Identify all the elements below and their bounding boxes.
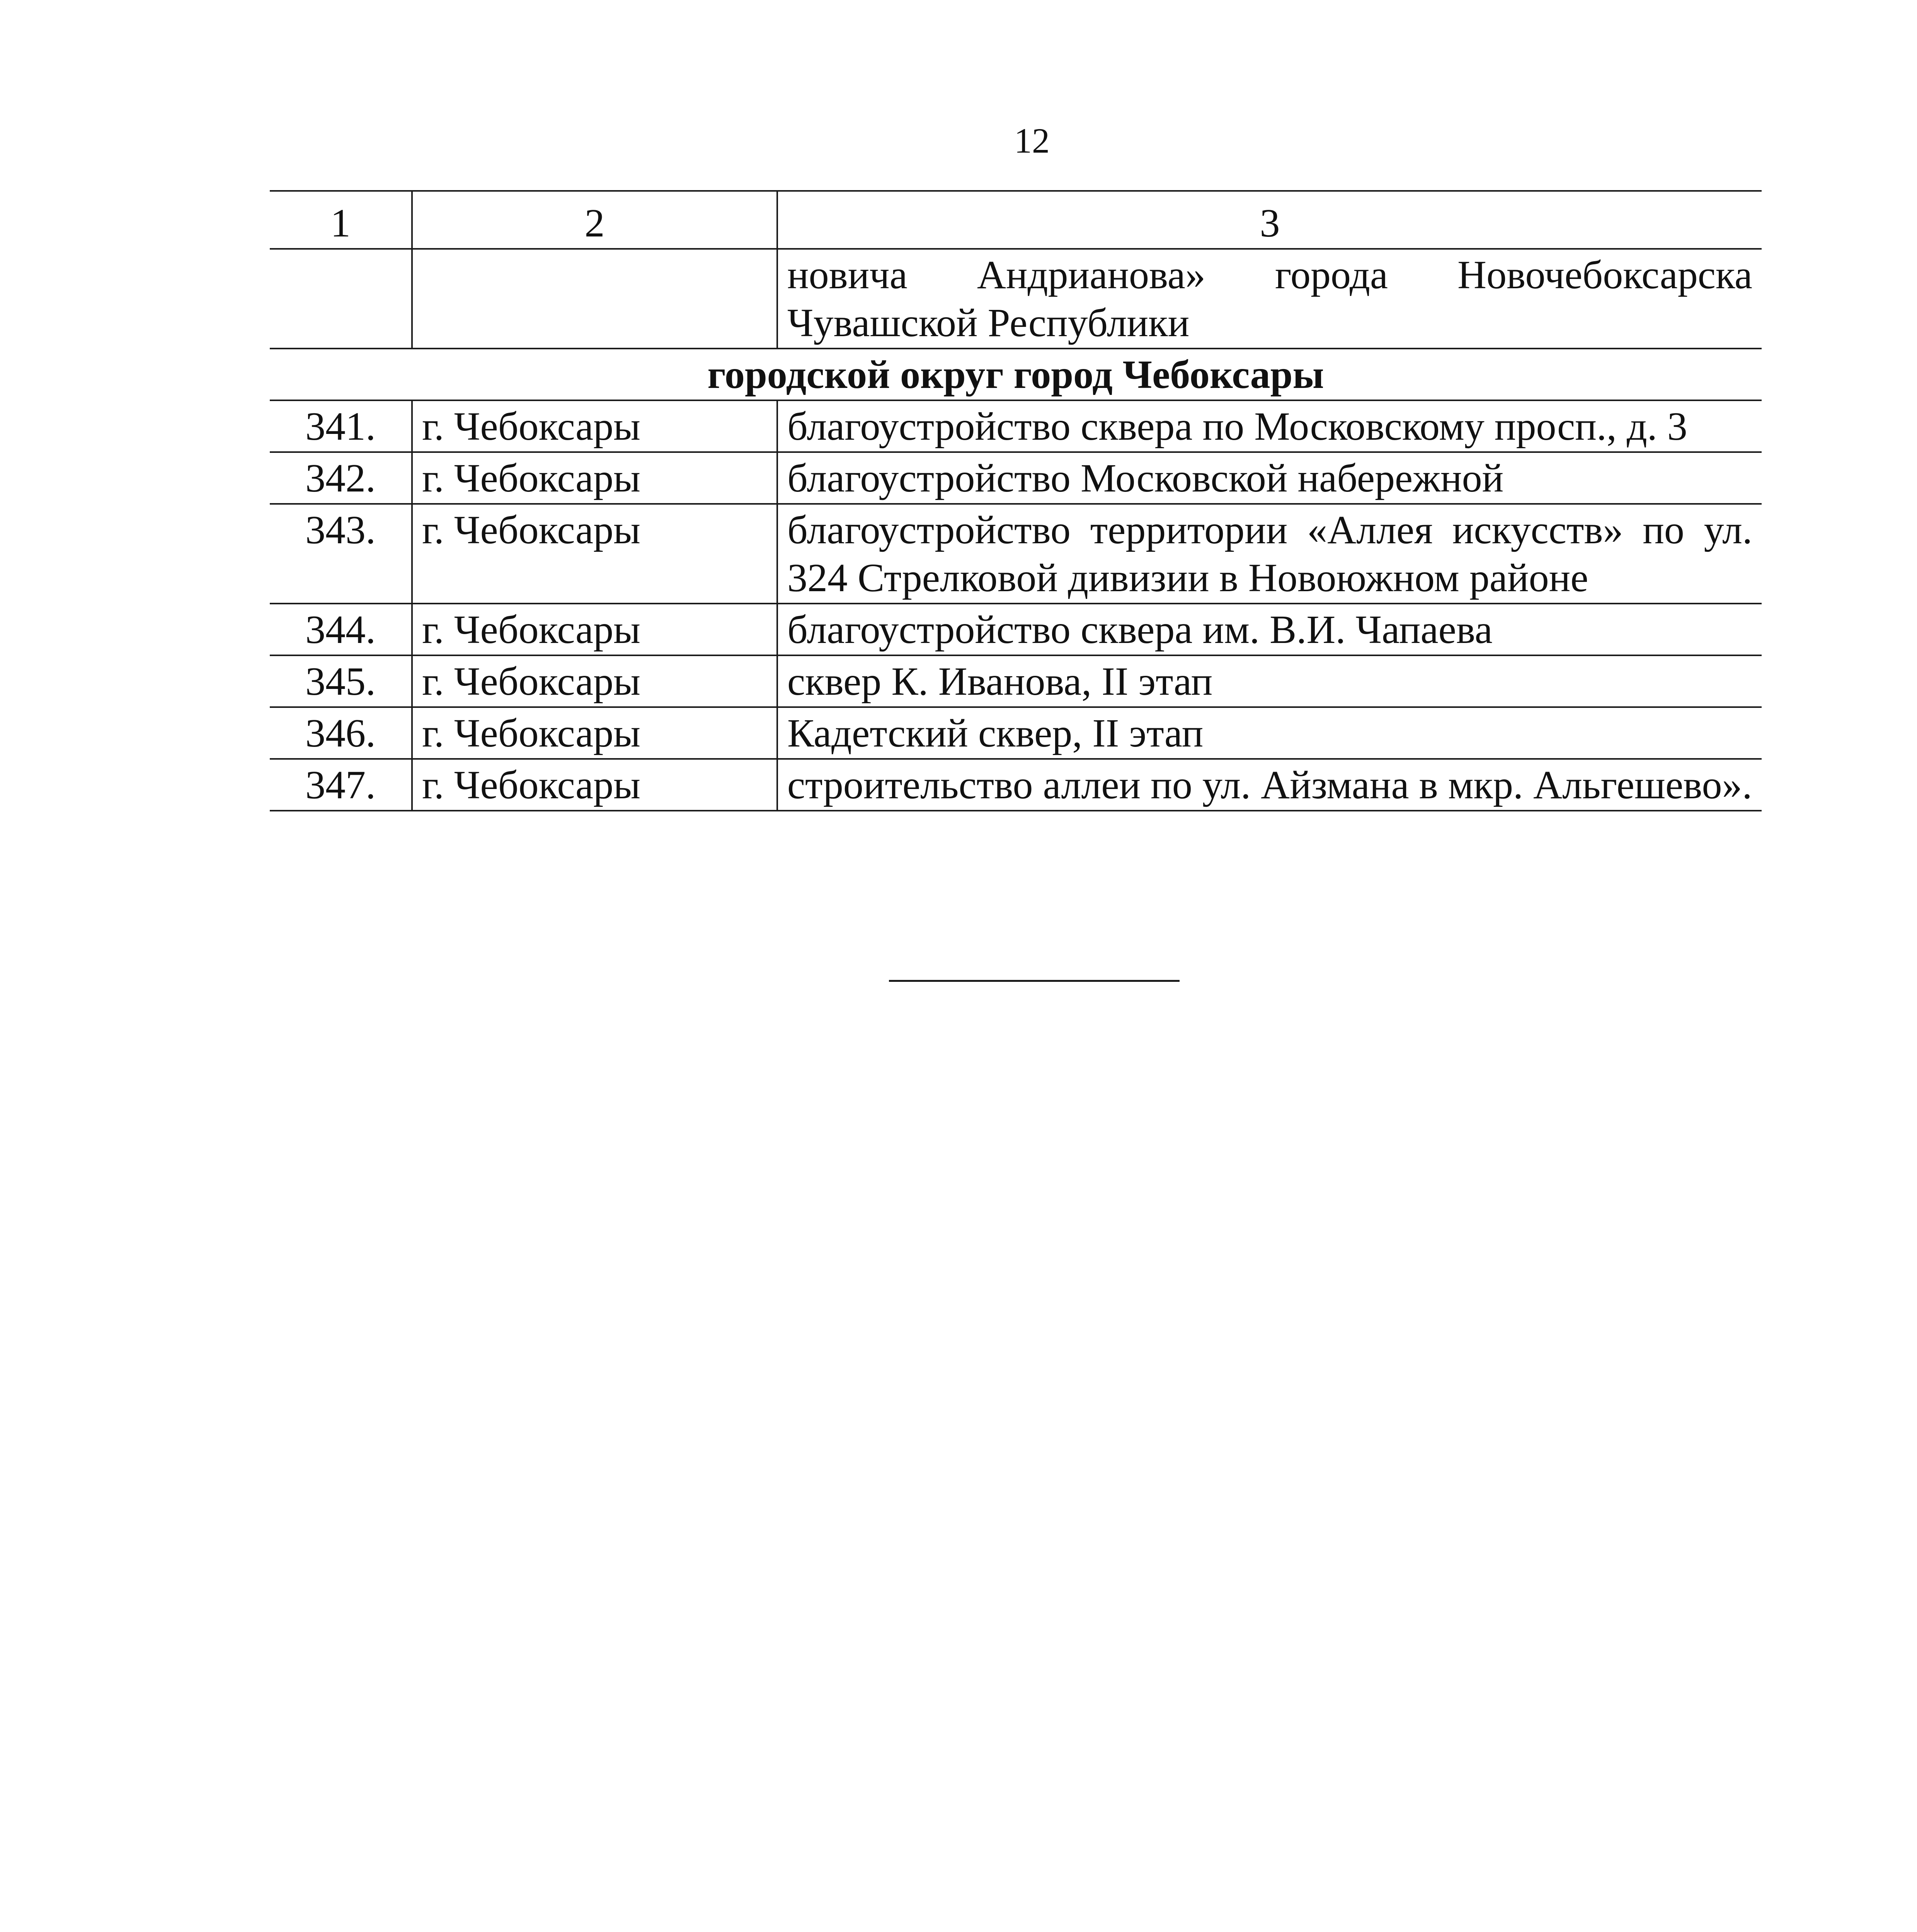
table-row: [270, 504, 1762, 604]
row-place: г. Чебоксары: [412, 604, 777, 655]
column-header-2: 2: [412, 191, 777, 249]
column-header-3: 3: [777, 191, 1762, 249]
section-row: [270, 349, 1762, 400]
row-number: 347.: [270, 759, 412, 811]
page-number: 12: [1014, 121, 1050, 160]
row-description: благоустройство сквера им. В.И. Чапаева: [777, 604, 1762, 655]
row-place: г. Чебоксары: [412, 452, 777, 504]
section-title: городской округ город Чебоксары: [270, 349, 1762, 400]
row-description: благоустройство территории «Аллея искусств» по ул. 324 Стрелковой дивизии в Новоюжном районе: [777, 504, 1762, 604]
continuation-cell-description: новича Андрианова» города Новочебоксарска Чувашской Республики: [777, 249, 1762, 349]
table-row: [270, 707, 1762, 759]
row-description: благоустройство Московской набережной: [777, 452, 1762, 504]
row-place: г. Чебоксары: [412, 400, 777, 452]
row-number: 343.: [270, 504, 412, 604]
table-row-continuation: [270, 249, 1762, 349]
row-number: 344.: [270, 604, 412, 655]
objects-table: [270, 190, 1762, 811]
row-place: г. Чебоксары: [412, 759, 777, 811]
table-row: [270, 452, 1762, 504]
continuation-cell-place: [412, 249, 777, 349]
row-place: г. Чебоксары: [412, 655, 777, 707]
row-place: г. Чебоксары: [412, 504, 777, 604]
row-place: г. Чебоксары: [412, 707, 777, 759]
table-row: [270, 400, 1762, 452]
row-number: 346.: [270, 707, 412, 759]
row-number: 341.: [270, 400, 412, 452]
row-description: строительство аллеи по ул. Айзмана в мкр. Альгешево».: [777, 759, 1762, 811]
row-description: Кадетский сквер, II этап: [777, 707, 1762, 759]
row-description: благоустройство сквера по Московскому просп., д. 3: [777, 400, 1762, 452]
row-number: 342.: [270, 452, 412, 504]
continuation-cell-num: [270, 249, 412, 349]
row-number: 345.: [270, 655, 412, 707]
row-description: сквер К. Иванова, II этап: [777, 655, 1762, 707]
table-row: [270, 655, 1762, 707]
table-row: [270, 604, 1762, 655]
table-header-row: [270, 191, 1762, 249]
end-divider: [889, 980, 1180, 982]
column-header-1: 1: [270, 191, 412, 249]
table-row: [270, 759, 1762, 811]
